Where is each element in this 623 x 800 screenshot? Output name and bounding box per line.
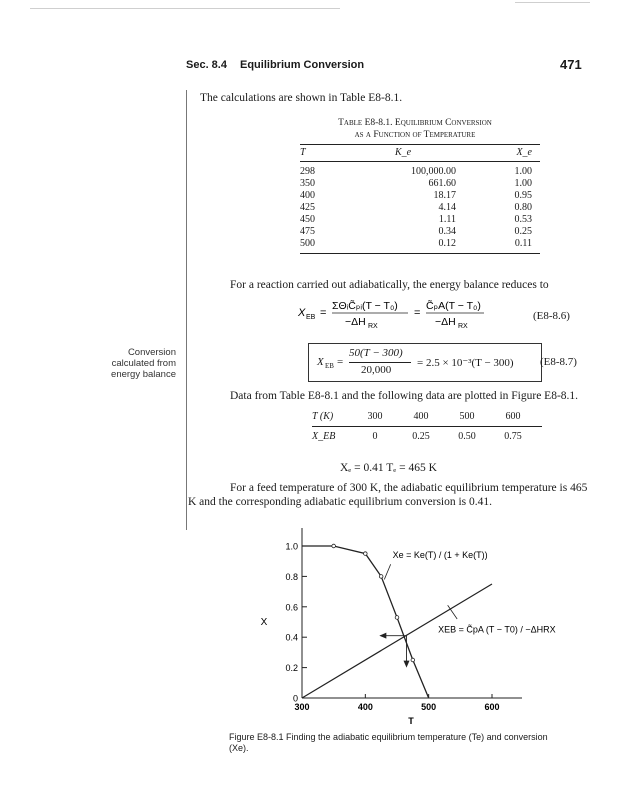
table-row (300, 202, 540, 214)
svg-text:ΣΘᵢC̃ₚᵢ(T − T₀): ΣΘᵢC̃ₚᵢ(T − T₀) (332, 300, 398, 312)
table-caption-line2: as a Function of Temperature (354, 130, 476, 140)
table-cell: 0.12 (438, 238, 456, 249)
series-line-equilibrium (302, 546, 429, 698)
data-paragraph: Data from Table E8-8.1 and the following data are plotted in Figure E8-8.1. (230, 390, 579, 402)
table-cell: 0.53 (514, 214, 532, 225)
svg-text:−ΔH: −ΔH (435, 316, 456, 328)
data-cell: 500 (459, 411, 475, 422)
x-tick-label: 600 (484, 702, 500, 712)
equation-e8-8-6 (290, 294, 490, 336)
table-cell: 350 (300, 178, 315, 189)
series-line-energy-balance (302, 584, 492, 698)
data-table-rule (312, 426, 542, 427)
table-cell: 475 (300, 226, 315, 237)
data-point (364, 552, 368, 556)
table-caption (285, 117, 545, 141)
table-cell: 425 (300, 202, 315, 213)
scan-edge-line (515, 2, 590, 3)
x-axis-label: T (408, 716, 414, 726)
table-cell: 298 (300, 166, 315, 177)
equation-box (308, 343, 542, 382)
data-cell: 400 (413, 411, 429, 422)
result-paragraph: For a feed temperature of 300 K, the adiabatic equilibrium temperature is 465 K and the corresponding adiabatic equilibrium conversion is 0.41. (188, 482, 588, 508)
x-tick-label: 500 (421, 702, 437, 712)
svg-text:EB: EB (306, 314, 316, 321)
section-title: Equilibrium Conversion (240, 59, 365, 71)
svg-text:=: = (414, 307, 421, 319)
data-point (411, 658, 415, 662)
y-axis-label: X (260, 617, 268, 628)
table-row (300, 178, 540, 190)
table-row (300, 226, 540, 238)
eq2-lhs: X (317, 356, 324, 368)
svg-text:−ΔH: −ΔH (345, 316, 366, 328)
row-label: X_EB (312, 431, 336, 442)
annotation-energy-balance: XEB = C̃pA (T − T0) / −ΔHRX (438, 624, 556, 635)
table-cell: 661.60 (428, 178, 456, 189)
table-header-row (300, 145, 540, 161)
result-line: Xₑ = 0.41 Tₑ = 465 K (340, 462, 437, 474)
y-tick-label: 0.6 (285, 602, 298, 613)
data-row-conversion (312, 430, 542, 444)
data-cell: 0.25 (412, 431, 430, 442)
table-cell: 4.14 (438, 202, 456, 213)
table-cell: 0.34 (438, 226, 456, 237)
y-tick-label: 0.2 (285, 663, 298, 674)
eq2-lhs-sub: EB (325, 362, 334, 370)
scan-edge-line (30, 8, 340, 9)
table-cell: 500 (300, 238, 315, 249)
annotation-pointer (384, 564, 390, 579)
x-tick-label: 300 (294, 702, 310, 712)
data-row-temperature (312, 410, 542, 424)
figure-caption: Figure E8-8.1 Finding the adiabatic equilibrium temperature (Te) and conversion (Xe). (229, 732, 548, 753)
data-point (395, 616, 399, 620)
annotation-equilibrium: Xe = Ke(T) / (1 + Ke(T)) (392, 550, 488, 561)
table-row (300, 238, 540, 250)
table-header-cell: T (300, 147, 306, 158)
equation-number-e8-8-6: (E8-8.6) (533, 310, 570, 322)
y-tick-label: 0.4 (285, 632, 298, 643)
svg-text:RX: RX (458, 323, 468, 330)
table-row (300, 214, 540, 226)
arrow-head (379, 633, 386, 639)
margin-rule (186, 90, 187, 530)
table-cell: 18.17 (433, 190, 456, 201)
row-label: T (K) (312, 411, 334, 422)
data-cell: 600 (505, 411, 521, 422)
data-cell: 0.75 (504, 431, 522, 442)
table-caption-line1: Table E8-8.1. Equilibrium Conversion (338, 118, 492, 128)
table-row (300, 190, 540, 202)
table-header-cell: X_e (516, 147, 532, 158)
equilibrium-table (300, 144, 540, 254)
x-tick-label: 400 (357, 702, 373, 712)
eq2-denominator: 20,000 (361, 364, 392, 376)
energy-balance-paragraph: For a reaction carried out adiabatically, the energy balance reduces to (230, 279, 549, 291)
y-tick-label: 1.0 (285, 541, 298, 552)
data-point (332, 544, 336, 548)
intro-paragraph: The calculations are shown in Table E8-8.1. (200, 92, 403, 104)
y-tick-label: 0 (292, 693, 298, 704)
svg-text:C̃ₚA(T − T₀): C̃ₚA(T − T₀) (426, 300, 481, 312)
data-cell: 0.50 (458, 431, 476, 442)
section-number: Sec. 8.4 (186, 59, 227, 71)
page-number: 471 (560, 57, 582, 72)
figure-e8-8-1 (240, 518, 556, 728)
table-cell: 0.80 (514, 202, 532, 213)
eq2-equals: = (337, 356, 344, 368)
table-body (300, 166, 540, 250)
data-cell: 300 (367, 411, 383, 422)
table-cell: 0.25 (514, 226, 532, 237)
table-cell: 100,000.00 (411, 166, 456, 177)
y-tick-label: 0.8 (285, 571, 298, 582)
data-cell: 0 (372, 431, 378, 442)
table-header-cell: K_e (394, 147, 412, 158)
table-cell: 1.00 (514, 166, 532, 177)
table-cell: 0.95 (514, 190, 532, 201)
conversion-data-table (312, 410, 542, 444)
svg-text:=: = (320, 307, 327, 319)
eq2-numerator: 50(T − 300) (349, 347, 403, 359)
table-row (300, 166, 540, 178)
svg-text:X: X (298, 307, 306, 319)
svg-text:RX: RX (368, 323, 378, 330)
equation-number-e8-8-7: (E8-8.7) (540, 356, 577, 368)
table-cell: 450 (300, 214, 315, 225)
fraction-bar (349, 362, 411, 363)
margin-note: Conversion calculated from energy balance (111, 347, 176, 380)
table-rule (300, 253, 540, 254)
data-point (379, 575, 383, 579)
eq2-rhs: = 2.5 × 10⁻³(T − 300) (417, 357, 514, 369)
table-cell: 1.00 (514, 178, 532, 189)
arrow-head (404, 661, 410, 668)
table-cell: 400 (300, 190, 315, 201)
table-cell: 0.11 (514, 238, 532, 249)
table-cell: 1.11 (438, 214, 456, 225)
